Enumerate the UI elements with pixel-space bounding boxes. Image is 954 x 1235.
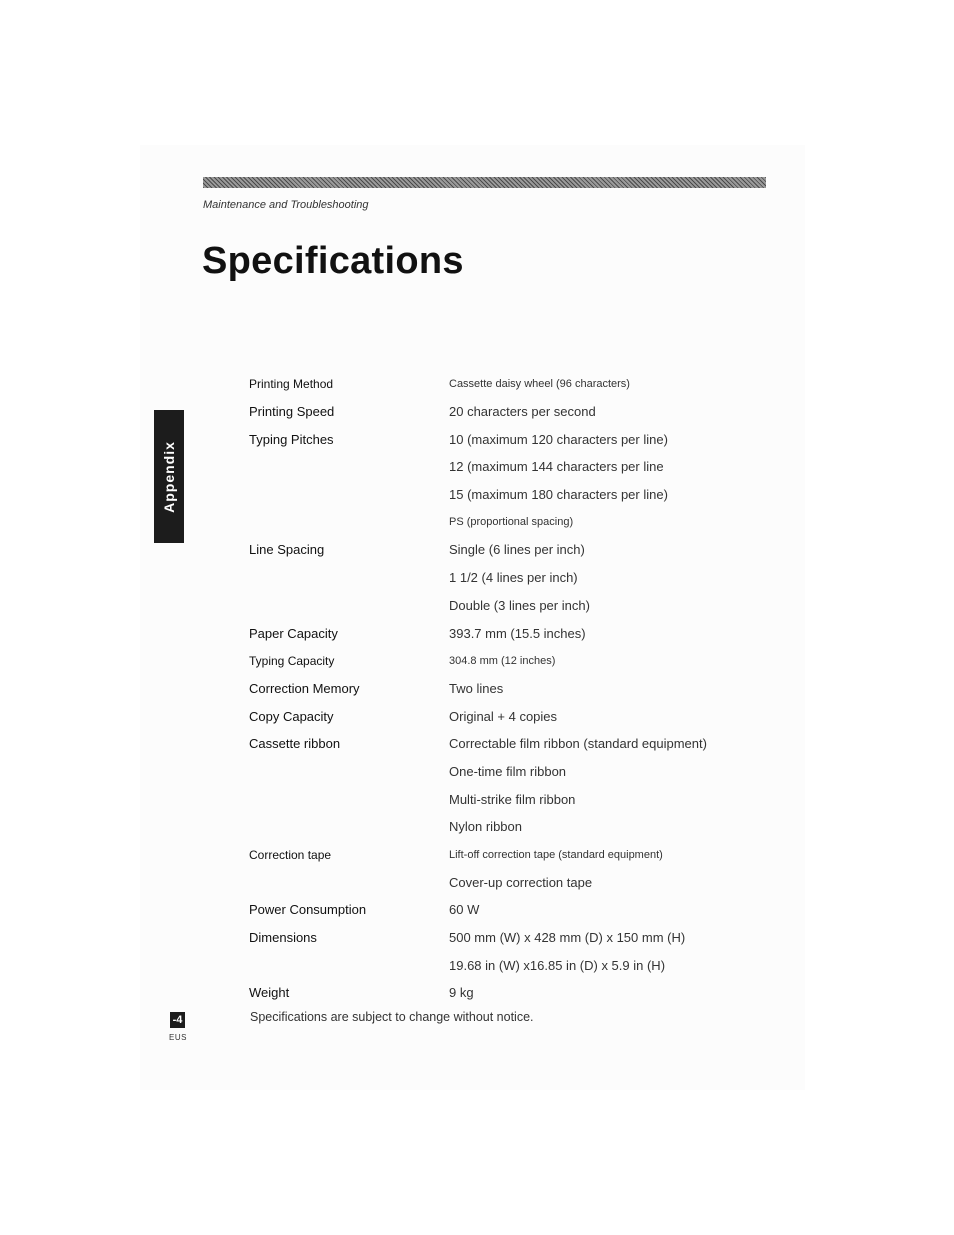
page-title: Specifications	[202, 240, 464, 282]
spec-value: Lift-off correction tape (standard equipment)	[449, 848, 663, 861]
spec-value: Double (3 lines per inch)	[449, 597, 590, 613]
spec-value: Nylon ribbon	[449, 819, 522, 835]
spec-value: 10 (maximum 120 characters per line)	[449, 431, 668, 447]
spec-row	[249, 841, 729, 869]
spec-value: 1 1/2 (4 lines per inch)	[449, 570, 578, 586]
spec-label: Copy Capacity	[249, 708, 334, 724]
spec-value: Original + 4 copies	[449, 708, 558, 724]
spec-row	[249, 508, 729, 536]
spec-row	[249, 370, 729, 398]
spec-value: 500 mm (W) x 428 mm (D) x 150 mm (H)	[449, 930, 686, 946]
spec-value: 15 (maximum 180 characters per line)	[449, 487, 668, 503]
spec-value: 19.68 in (W) x16.85 in (D) x 5.9 in (H)	[449, 957, 666, 973]
spec-label: Power Consumption	[249, 902, 367, 918]
spec-label: Weight	[249, 985, 290, 1001]
page-number: -4	[170, 1012, 185, 1028]
spec-value: PS (proportional spacing)	[449, 516, 574, 529]
spec-row	[249, 702, 729, 730]
spec-label: Correction Memory	[249, 680, 360, 696]
spec-value: 60 W	[449, 902, 480, 918]
spec-value: Multi-strike film ribbon	[449, 791, 576, 807]
spec-row	[249, 813, 729, 841]
spec-value: 393.7 mm (15.5 inches)	[449, 625, 586, 641]
spec-row	[249, 453, 729, 481]
spec-row	[249, 951, 729, 979]
spec-value: 20 characters per second	[449, 404, 596, 420]
side-tab	[154, 410, 184, 543]
spec-label: Correction tape	[249, 847, 332, 862]
spec-value: Cassette daisy wheel (96 characters)	[449, 377, 630, 390]
spec-row	[249, 536, 729, 564]
spec-footnote: Specifications are subject to change without notice.	[250, 1010, 534, 1024]
page-code: EUS	[169, 1033, 187, 1042]
spec-row	[249, 758, 729, 786]
spec-table	[249, 370, 729, 1007]
spec-value: 304.8 mm (12 inches)	[449, 654, 556, 667]
spec-row	[249, 924, 729, 952]
spec-row	[249, 675, 729, 703]
spec-value: Cover-up correction tape	[449, 874, 593, 890]
spec-row	[249, 896, 729, 924]
spec-label: Typing Capacity	[249, 653, 335, 668]
spec-label: Line Spacing	[249, 542, 325, 558]
running-head: Maintenance and Troubleshooting	[203, 199, 369, 211]
spec-row	[249, 398, 729, 426]
spec-label: Paper Capacity	[249, 625, 338, 641]
spec-row	[249, 868, 729, 896]
spec-value: Single (6 lines per inch)	[449, 542, 585, 558]
spec-row	[249, 481, 729, 509]
spec-value: Two lines	[449, 680, 504, 696]
spec-label: Typing Pitches	[249, 431, 334, 447]
spec-row	[249, 979, 729, 1007]
spec-row	[249, 592, 729, 620]
spec-label: Cassette ribbon	[249, 736, 341, 752]
spec-row	[249, 564, 729, 592]
spec-row	[249, 785, 729, 813]
spec-value: 12 (maximum 144 characters per line	[449, 459, 664, 475]
spec-value: 9 kg	[449, 985, 474, 1001]
header-rule	[203, 177, 766, 188]
spec-label: Dimensions	[249, 930, 317, 946]
spec-row	[249, 619, 729, 647]
spec-row	[249, 730, 729, 758]
spec-value: Correctable film ribbon (standard equipment)	[449, 736, 707, 752]
spec-row	[249, 425, 729, 453]
side-tab-label: Appendix	[161, 440, 177, 513]
spec-label: Printing Method	[249, 376, 334, 391]
spec-label: Printing Speed	[249, 404, 335, 420]
spec-value: One-time film ribbon	[449, 763, 567, 779]
spec-row	[249, 647, 729, 675]
